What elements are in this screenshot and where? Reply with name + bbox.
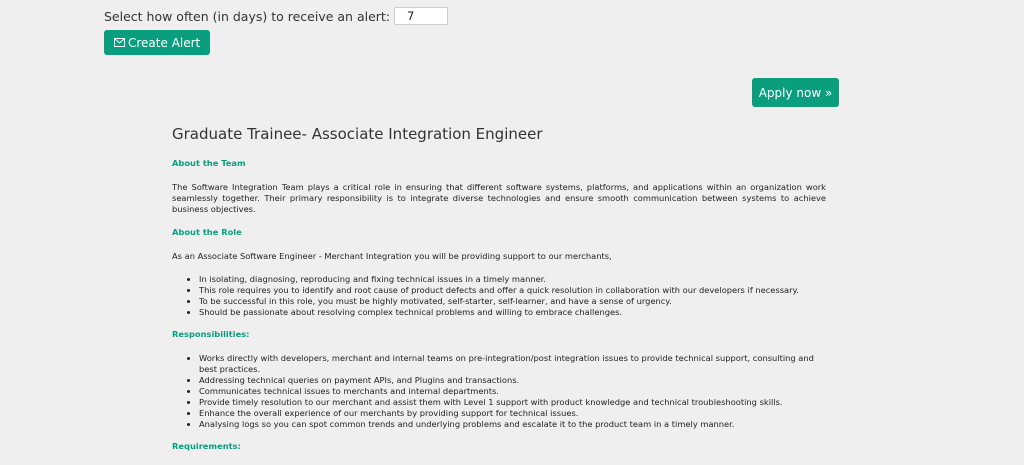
list-item: • Should be passionate about resolving complex technical problems and willing to embrace challenges. bbox=[199, 307, 826, 318]
list-item: • This role requires you to identify and root cause of product defects and offer a quick resolution in collaboration with our developers if necessary. bbox=[199, 285, 826, 296]
create-alert-button[interactable] bbox=[104, 30, 210, 55]
about-team-text: The Software Integration Team plays a critical role in ensuring that different software systems, platforms, and applications within an organization work seamlessly together. Their primary responsibility is to integrate diverse technologies and ensure smooth communication between systems to achieve business objectives. bbox=[172, 182, 826, 214]
apply-now-button[interactable] bbox=[752, 78, 839, 107]
job-title: Graduate Trainee- Associate Integration Engineer bbox=[172, 125, 543, 143]
list-item: • Addressing technical queries on payment APIs, and Plugins and transactions. bbox=[199, 375, 826, 386]
responsibilities-heading: Responsibilities: bbox=[172, 329, 250, 339]
requirements-heading: Requirements: bbox=[172, 441, 241, 451]
role-list bbox=[172, 274, 826, 318]
list-item: • Communicates technical issues to merchants and internal departments. bbox=[199, 386, 826, 397]
about-role-heading: About the Role bbox=[172, 227, 242, 237]
envelope-icon bbox=[114, 38, 125, 47]
alert-frequency-label: Select how often (in days) to receive an alert: bbox=[104, 8, 391, 24]
list-item: • Enhance the overall experience of our merchants by providing support for technical issues. bbox=[199, 408, 826, 419]
alert-days-input[interactable] bbox=[394, 7, 448, 25]
list-item: • To be successful in this role, you must be highly motivated, self-starter, self-learner, and have a sense of urgency. bbox=[199, 296, 826, 307]
about-team-heading: About the Team bbox=[172, 158, 246, 168]
list-item: • Analysing logs so you can spot common trends and underlying problems and escalate it to the product team in a timely manner. bbox=[199, 419, 826, 430]
create-alert-label: Create Alert bbox=[128, 35, 201, 50]
list-item: • Provide timely resolution to our merchant and assist them with Level 1 support with product knowledge and technical troubleshooting skills. bbox=[199, 397, 826, 408]
apply-now-label: Apply now » bbox=[758, 85, 833, 100]
list-item: • Works directly with developers, merchant and internal teams on pre-integration/post integration issues to provide technical support, consulting and best practices. bbox=[199, 353, 826, 375]
responsibilities-list bbox=[172, 353, 826, 430]
about-role-text: As an Associate Software Engineer - Merchant Integration you will be providing support to our merchants, bbox=[172, 251, 612, 261]
alert-frequency-row bbox=[104, 7, 448, 25]
list-item: • In isolating, diagnosing, reproducing and fixing technical issues in a timely manner. bbox=[199, 274, 826, 285]
job-description bbox=[172, 124, 826, 465]
